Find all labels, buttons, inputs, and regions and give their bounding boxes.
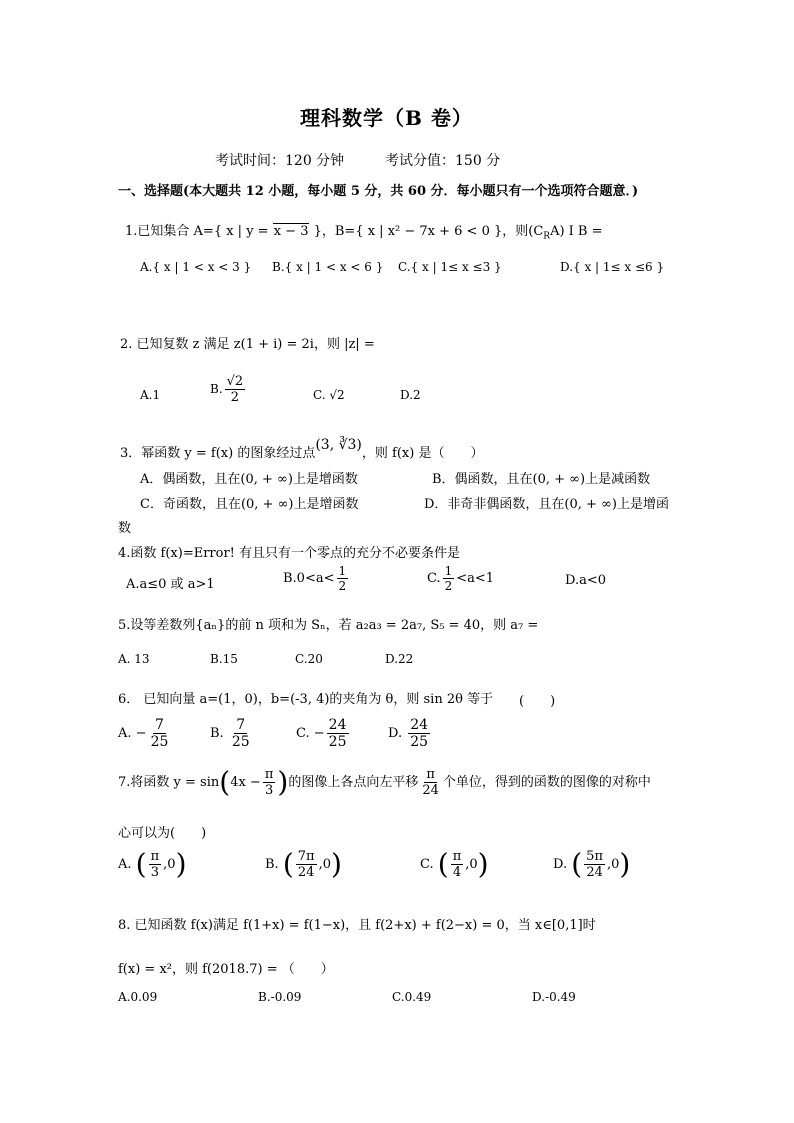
q5-option-b: B.15 xyxy=(210,652,238,666)
q7-right-paren: ) xyxy=(277,765,289,799)
q6-option-c-label: C. xyxy=(296,726,310,741)
q7-shift-numerator: π xyxy=(426,767,435,782)
q8-option-b: B.-0.09 xyxy=(258,990,302,1004)
q7-option-d-right-paren: ) xyxy=(619,847,631,881)
q2-option-b-denominator: 2 xyxy=(230,390,240,405)
q1-subscript: R xyxy=(543,231,551,242)
q7-option-d-denominator: 24 xyxy=(586,865,603,880)
q7-arg: 4x − xyxy=(230,775,261,790)
q7-option-d-numerator: 5π xyxy=(586,849,603,864)
q3-option-d: D．非奇非偶函数，且在(0, + ∞)上是增函 xyxy=(424,497,669,512)
q3-option-b: B．偶函数，且在(0, + ∞)上是减函数 xyxy=(432,472,651,487)
question-1 xyxy=(125,220,603,242)
q1-stem-b: }，B={ x | x² − 7x + 6 < 0 }，则(C xyxy=(309,224,544,239)
q7-option-a-left-paren: ( xyxy=(135,847,147,881)
q1-option-d: D.{ x | 1≤ x ≤6 } xyxy=(560,260,665,274)
q7-option-c-numerator: π xyxy=(452,849,462,864)
q4-option-b-denominator: 2 xyxy=(338,579,347,593)
q7-option-a-tail: ,0 xyxy=(163,857,176,872)
q6-option-a-numerator: 7 xyxy=(155,717,164,733)
q1-option-b: B.{ x | 1 < x < 6 } xyxy=(272,260,384,274)
q6-option-b-label: B. xyxy=(210,726,224,741)
q7-option-a-label: A. xyxy=(118,857,132,872)
q4-option-d: D.a<0 xyxy=(565,573,607,588)
q4-option-b xyxy=(283,565,350,592)
q2-option-d: D.2 xyxy=(400,388,421,402)
q4-option-c-label: C. xyxy=(427,571,441,586)
exam-time: 考试时间：120 分钟 xyxy=(215,153,345,169)
q8-option-c: C.0.49 xyxy=(392,990,432,1004)
q6-option-c-denominator: 25 xyxy=(328,734,347,750)
q7-stem-wrap: 心可以为( ) xyxy=(118,826,207,841)
q1-radicand: x − 3 xyxy=(273,224,309,239)
question-4: 4.函数 f(x)=Error! 有且只有一个零点的充分不必要条件是 xyxy=(118,546,461,561)
page-title: 理科数学（B 卷） xyxy=(300,106,473,130)
q7-option-b xyxy=(265,847,342,881)
q6-option-b xyxy=(210,718,254,749)
question-8: 8. 已知函数 f(x)满足 f(1+x) = f(1−x)，且 f(2+x) + f(2−x) = 0，当 x∈[0,1]时 xyxy=(118,918,596,933)
q7-option-a-denominator: 3 xyxy=(150,865,160,880)
q6-option-c-sign: − xyxy=(313,726,325,741)
question-3 xyxy=(120,437,484,461)
q5-option-d: D.22 xyxy=(385,652,414,666)
q6-option-c-numerator: 24 xyxy=(328,717,347,733)
q3-option-c: C．奇函数，且在(0, + ∞)上是增函数 xyxy=(140,497,359,512)
q8-option-d: D.-0.49 xyxy=(532,990,576,1004)
q7-option-b-tail: ,0 xyxy=(318,857,331,872)
q7-stem-b: 的图像上各点向左平移 xyxy=(288,775,419,790)
q4-option-a: A.a≤0 或 a>1 xyxy=(126,577,215,592)
q8-stem-wrap: f(x) = x²，则 f(2018.7) = （ ） xyxy=(118,962,334,977)
q7-option-a-right-paren: ) xyxy=(175,847,187,881)
q6-option-d-denominator: 25 xyxy=(410,734,429,750)
q4-option-b-label: B.0<a< xyxy=(283,571,335,586)
question-6: 6． 已知向量 a=(1，0)，b=(-3, 4)的夹角为 θ，则 sin 2θ 等于 xyxy=(118,692,494,707)
q5-option-c: C.20 xyxy=(295,652,323,666)
q6-answer-paren: ( ) xyxy=(519,694,556,709)
q7-option-d-left-paren: ( xyxy=(571,847,583,881)
q7-option-b-left-paren: ( xyxy=(282,847,294,881)
q6-option-a xyxy=(118,718,172,749)
q7-option-d xyxy=(553,847,631,881)
q5-option-a: A. 13 xyxy=(118,652,150,666)
question-5: 5.设等差数列{aₙ}的前 n 项和为 Sₙ，若 a₂a₃ = 2a₇, S₅ = 40，则 a₇ = xyxy=(118,618,539,633)
q6-option-a-denominator: 25 xyxy=(150,734,169,750)
q4-option-c-tail: <a<1 xyxy=(456,571,495,586)
q7-option-c-right-paren: ) xyxy=(477,847,489,881)
q1-option-a: A.{ x | 1 < x < 3 } xyxy=(140,260,252,274)
q7-option-c-denominator: 4 xyxy=(452,865,462,880)
q7-option-c-tail: ,0 xyxy=(465,857,478,872)
q6-option-d xyxy=(388,718,432,749)
q6-option-d-label: D. xyxy=(388,726,403,741)
q7-option-c-label: C. xyxy=(420,857,434,872)
q3-option-d-wrap: 数 xyxy=(118,521,132,536)
q6-option-a-label: A. xyxy=(118,726,132,741)
q7-arg-numerator: π xyxy=(264,767,274,782)
q4-option-c-numerator: 1 xyxy=(444,564,453,578)
q7-option-c xyxy=(420,847,489,881)
q7-option-b-numerator: 7π xyxy=(297,849,315,864)
q1-option-c: C.{ x | 1≤ x ≤3 } xyxy=(398,260,502,274)
q7-shift-denominator: 24 xyxy=(422,783,439,798)
section-heading: 一、选择题(本大题共 12 小题，每小题 5 分，共 60 分．每小题只有一个选项符合题意．) xyxy=(118,184,639,199)
q7-option-d-tail: ,0 xyxy=(607,857,620,872)
q7-option-d-label: D. xyxy=(553,857,568,872)
q6-option-d-numerator: 24 xyxy=(410,717,429,733)
exam-score: 考试分值：150 分 xyxy=(385,153,501,169)
q4-option-c-denominator: 2 xyxy=(444,579,453,593)
q7-stem-c: 个单位，得到的函数的图像的对称中 xyxy=(442,775,651,790)
q2-option-b-label: B. xyxy=(210,382,223,396)
q7-option-b-denominator: 24 xyxy=(297,865,315,880)
q8-option-a: A.0.09 xyxy=(118,990,158,1004)
q3-point: (3, ∛3) xyxy=(315,437,362,453)
q1-stem-a: 1.已知集合 A={ x | y = xyxy=(125,224,273,239)
question-7 xyxy=(118,765,651,799)
q7-stem-a: 7.将函数 y = sin xyxy=(118,775,220,790)
q2-option-a: A.1 xyxy=(140,388,161,402)
q7-option-c-left-paren: ( xyxy=(437,847,449,881)
q7-option-a xyxy=(118,847,187,881)
q7-option-a-numerator: π xyxy=(150,849,160,864)
q2-option-c: C. √2 xyxy=(313,388,345,402)
q6-option-c xyxy=(296,718,351,749)
q3-stem-b: ，则 f(x) 是（ ） xyxy=(361,446,484,461)
q2-option-b-numerator: √2 xyxy=(226,374,244,389)
q1-stem-c: A) I B = xyxy=(550,224,603,239)
q6-option-b-numerator: 7 xyxy=(236,717,246,733)
q6-option-a-sign: − xyxy=(135,726,147,741)
q4-option-c xyxy=(427,565,494,592)
q7-left-paren: ( xyxy=(219,765,231,799)
q7-option-b-right-paren: ) xyxy=(331,847,342,881)
q2-option-b xyxy=(210,375,247,404)
q4-option-b-numerator: 1 xyxy=(338,564,347,578)
q3-option-a: A．偶函数，且在(0, + ∞)上是增函数 xyxy=(140,472,358,487)
q3-stem-a: 3．幂函数 y = f(x) 的图象经过点 xyxy=(120,446,316,461)
q6-option-b-denominator: 25 xyxy=(231,734,250,750)
question-2: 2. 已知复数 z 满足 z(1 + i) = 2i，则 |z| = xyxy=(120,337,375,352)
q7-option-b-label: B. xyxy=(265,857,279,872)
q7-arg-denominator: 3 xyxy=(264,783,274,798)
